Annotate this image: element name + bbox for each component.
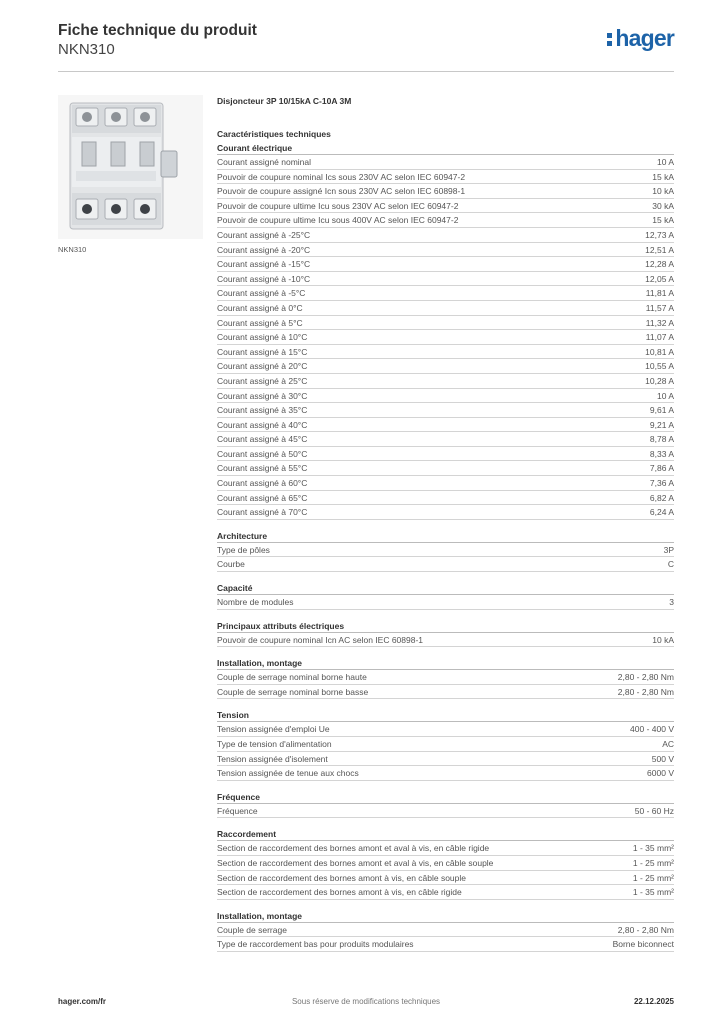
spec-group-title: Tension <box>217 708 674 722</box>
spec-value: 3 <box>669 597 674 608</box>
spec-row <box>217 491 674 506</box>
spec-group <box>217 581 674 610</box>
spec-row <box>217 432 674 447</box>
spec-value: 1 - 35 mm² <box>632 843 674 854</box>
spec-label: Couple de serrage <box>217 924 287 935</box>
spec-label: Courant assigné à 50°C <box>217 448 308 459</box>
spec-value: 10 kA <box>652 634 674 645</box>
spec-value: 9,21 A <box>649 419 674 430</box>
spec-label: Nombre de modules <box>217 597 294 608</box>
spec-row <box>217 856 674 871</box>
spec-row <box>217 885 674 900</box>
spec-group <box>217 909 674 952</box>
spec-value: C <box>667 559 674 570</box>
spec-sheet <box>217 95 674 952</box>
spec-row <box>217 685 674 700</box>
spec-value: 50 - 60 Hz <box>634 805 674 816</box>
spec-group-title: Installation, montage <box>217 909 674 923</box>
spec-group <box>217 827 674 899</box>
spec-label: Section de raccordement des bornes amont et aval à vis, en câble rigide <box>217 843 490 854</box>
spec-row <box>217 359 674 374</box>
spec-row <box>217 301 674 316</box>
spec-value: Borne biconnect <box>612 939 674 950</box>
spec-value: 1 - 35 mm² <box>632 887 674 898</box>
spec-value: 11,57 A <box>645 302 674 313</box>
product-reference: NKN310 <box>58 41 115 58</box>
spec-label: Type de tension d'alimentation <box>217 739 332 749</box>
spec-label: Pouvoir de coupure nominal Ics sous 230V AC selon IEC 60947-2 <box>217 171 466 182</box>
spec-label: Courant assigné à -25°C <box>217 229 311 240</box>
spec-row <box>217 737 674 752</box>
spec-label: Couple de serrage nominal borne haute <box>217 672 367 683</box>
spec-label: Courant assigné à 65°C <box>217 492 308 503</box>
image-caption: NKN310 <box>58 245 87 254</box>
spec-label: Tension assignée d'isolement <box>217 753 328 764</box>
spec-row <box>217 228 674 243</box>
spec-value: 11,81 A <box>645 288 674 299</box>
spec-row <box>217 170 674 185</box>
product-description: Disjoncteur 3P 10/15kA C-10A 3M <box>217 96 352 106</box>
spec-label: Courant assigné à 70°C <box>217 507 308 518</box>
spec-label: Section de raccordement des bornes amont et aval à vis, en câble souple <box>217 857 494 868</box>
spec-row <box>217 199 674 214</box>
spec-value: 12,05 A <box>645 273 674 284</box>
spec-label: Type de raccordement bas pour produits modulaires <box>217 939 414 950</box>
spec-label: Courant assigné à 40°C <box>217 419 308 430</box>
page-footer <box>58 997 674 1011</box>
spec-value: 8,78 A <box>649 434 674 445</box>
spec-label: Pouvoir de coupure ultime Icu sous 230V AC selon IEC 60947-2 <box>217 200 459 211</box>
spec-row <box>217 923 674 938</box>
spec-row <box>217 418 674 433</box>
spec-label: Type de pôles <box>217 544 270 555</box>
spec-row <box>217 476 674 491</box>
spec-label: Courant assigné à 60°C <box>217 478 308 489</box>
spec-row <box>217 557 674 572</box>
spec-label: Courant assigné à 35°C <box>217 405 308 416</box>
spec-value: 10 A <box>656 157 674 167</box>
spec-group <box>217 790 674 819</box>
spec-row <box>217 766 674 781</box>
spec-label: Tension assignée d'emploi Ue <box>217 724 330 735</box>
spec-row <box>217 316 674 331</box>
spec-row <box>217 257 674 272</box>
hager-logo <box>607 25 674 51</box>
spec-label: Courant assigné à -10°C <box>217 273 311 284</box>
spec-value: 11,32 A <box>645 317 674 328</box>
footer-date: 22.12.2025 <box>633 997 674 1006</box>
spec-value: 400 - 400 V <box>630 724 674 735</box>
spec-label: Courant assigné à -5°C <box>217 288 306 299</box>
logo-text: hager <box>615 25 674 51</box>
spec-row <box>217 184 674 199</box>
spec-row <box>217 389 674 404</box>
spec-group <box>217 619 674 648</box>
spec-row <box>217 447 674 462</box>
spec-value: 30 kA <box>652 200 674 211</box>
spec-groups <box>217 141 674 952</box>
spec-label: Courant assigné à 20°C <box>217 361 308 372</box>
spec-row <box>217 871 674 886</box>
spec-value: 2,80 - 2,80 Nm <box>617 672 674 683</box>
spec-label: Courant assigné à 0°C <box>217 302 303 313</box>
spec-row <box>217 243 674 258</box>
spec-group <box>217 656 674 699</box>
specs-heading: Caractéristiques techniques <box>217 129 331 139</box>
spec-value: 10,81 A <box>645 346 674 357</box>
spec-value: 15 kA <box>652 215 674 226</box>
spec-row <box>217 670 674 685</box>
spec-group-title: Capacité <box>217 581 674 595</box>
spec-value: 9,61 A <box>649 405 674 416</box>
spec-value: 8,33 A <box>649 448 674 459</box>
spec-label: Courant assigné nominal <box>217 157 312 167</box>
spec-label: Courant assigné à 30°C <box>217 390 308 401</box>
spec-value: 10,55 A <box>645 361 674 372</box>
spec-row <box>217 722 674 737</box>
spec-label: Fréquence <box>217 805 258 816</box>
spec-row <box>217 330 674 345</box>
spec-row <box>217 841 674 856</box>
spec-value: 7,86 A <box>649 463 674 474</box>
spec-row <box>217 403 674 418</box>
spec-row <box>217 213 674 228</box>
footer-disclaimer: Sous réserve de modifications techniques <box>291 997 441 1006</box>
spec-value: 10 A <box>656 390 674 401</box>
spec-value: 7,36 A <box>649 478 674 489</box>
spec-value: 6,82 A <box>649 492 674 503</box>
spec-label: Pouvoir de coupure assigné Icn sous 230V AC selon IEC 60898-1 <box>217 186 466 197</box>
spec-row <box>217 937 674 952</box>
circuit-breaker-illustration <box>58 95 203 239</box>
spec-value: 12,73 A <box>645 229 674 240</box>
logo-dots-icon <box>607 31 613 47</box>
spec-value: 1 - 25 mm² <box>632 872 674 883</box>
spec-value: 2,80 - 2,80 Nm <box>617 924 674 935</box>
spec-value: 12,28 A <box>645 259 674 270</box>
spec-row <box>217 345 674 360</box>
spec-group-title: Architecture <box>217 529 674 543</box>
spec-row <box>217 543 674 558</box>
spec-label: Courant assigné à 5°C <box>217 317 303 328</box>
spec-row <box>217 752 674 767</box>
spec-group-title: Courant électrique <box>217 141 674 155</box>
spec-value: 2,80 - 2,80 Nm <box>617 686 674 697</box>
spec-label: Courant assigné à 45°C <box>217 434 308 445</box>
spec-label: Couple de serrage nominal borne basse <box>217 686 369 697</box>
spec-label: Section de raccordement des bornes amont à vis, en câble souple <box>217 872 467 883</box>
spec-row <box>217 155 674 170</box>
spec-value: 500 V <box>651 753 674 764</box>
footer-website: hager.com/fr <box>58 997 107 1006</box>
spec-label: Courant assigné à 55°C <box>217 463 308 474</box>
spec-row <box>217 374 674 389</box>
page-header <box>58 22 674 72</box>
spec-row <box>217 505 674 520</box>
spec-value: 15 kA <box>652 171 674 182</box>
spec-group-title: Raccordement <box>217 827 674 841</box>
spec-value: 11,07 A <box>645 332 674 343</box>
spec-row <box>217 286 674 301</box>
spec-label: Courant assigné à 15°C <box>217 346 308 357</box>
spec-group <box>217 708 674 780</box>
product-image <box>58 95 203 239</box>
spec-row <box>217 595 674 610</box>
spec-value: 1 - 25 mm² <box>632 857 674 868</box>
spec-row <box>217 461 674 476</box>
spec-value: 3P <box>663 544 674 555</box>
spec-group <box>217 141 674 520</box>
spec-group-title: Principaux attributs électriques <box>217 619 674 633</box>
spec-label: Section de raccordement des bornes amont à vis, en câble rigide <box>217 887 462 898</box>
spec-label: Courant assigné à -15°C <box>217 259 311 270</box>
spec-group-title: Installation, montage <box>217 656 674 670</box>
spec-label: Pouvoir de coupure ultime Icu sous 400V AC selon IEC 60947-2 <box>217 215 459 226</box>
spec-row <box>217 633 674 648</box>
spec-value: 10 kA <box>652 186 674 197</box>
spec-row <box>217 804 674 819</box>
spec-label: Courant assigné à 10°C <box>217 332 308 343</box>
spec-value: 6000 V <box>647 768 674 779</box>
spec-value: AC <box>662 739 674 749</box>
spec-label: Tension assignée de tenue aux chocs <box>217 768 359 779</box>
spec-group-title: Fréquence <box>217 790 674 804</box>
spec-label: Courant assigné à 25°C <box>217 375 308 386</box>
spec-label: Pouvoir de coupure nominal Icn AC selon IEC 60898-1 <box>217 634 424 645</box>
page-title: Fiche technique du produit <box>58 22 257 39</box>
spec-value: 10,28 A <box>645 375 674 386</box>
spec-value: 12,51 A <box>645 244 674 255</box>
spec-label: Courbe <box>217 559 245 570</box>
spec-value: 6,24 A <box>649 507 674 518</box>
spec-group <box>217 529 674 572</box>
spec-label: Courant assigné à -20°C <box>217 244 311 255</box>
spec-row <box>217 272 674 287</box>
